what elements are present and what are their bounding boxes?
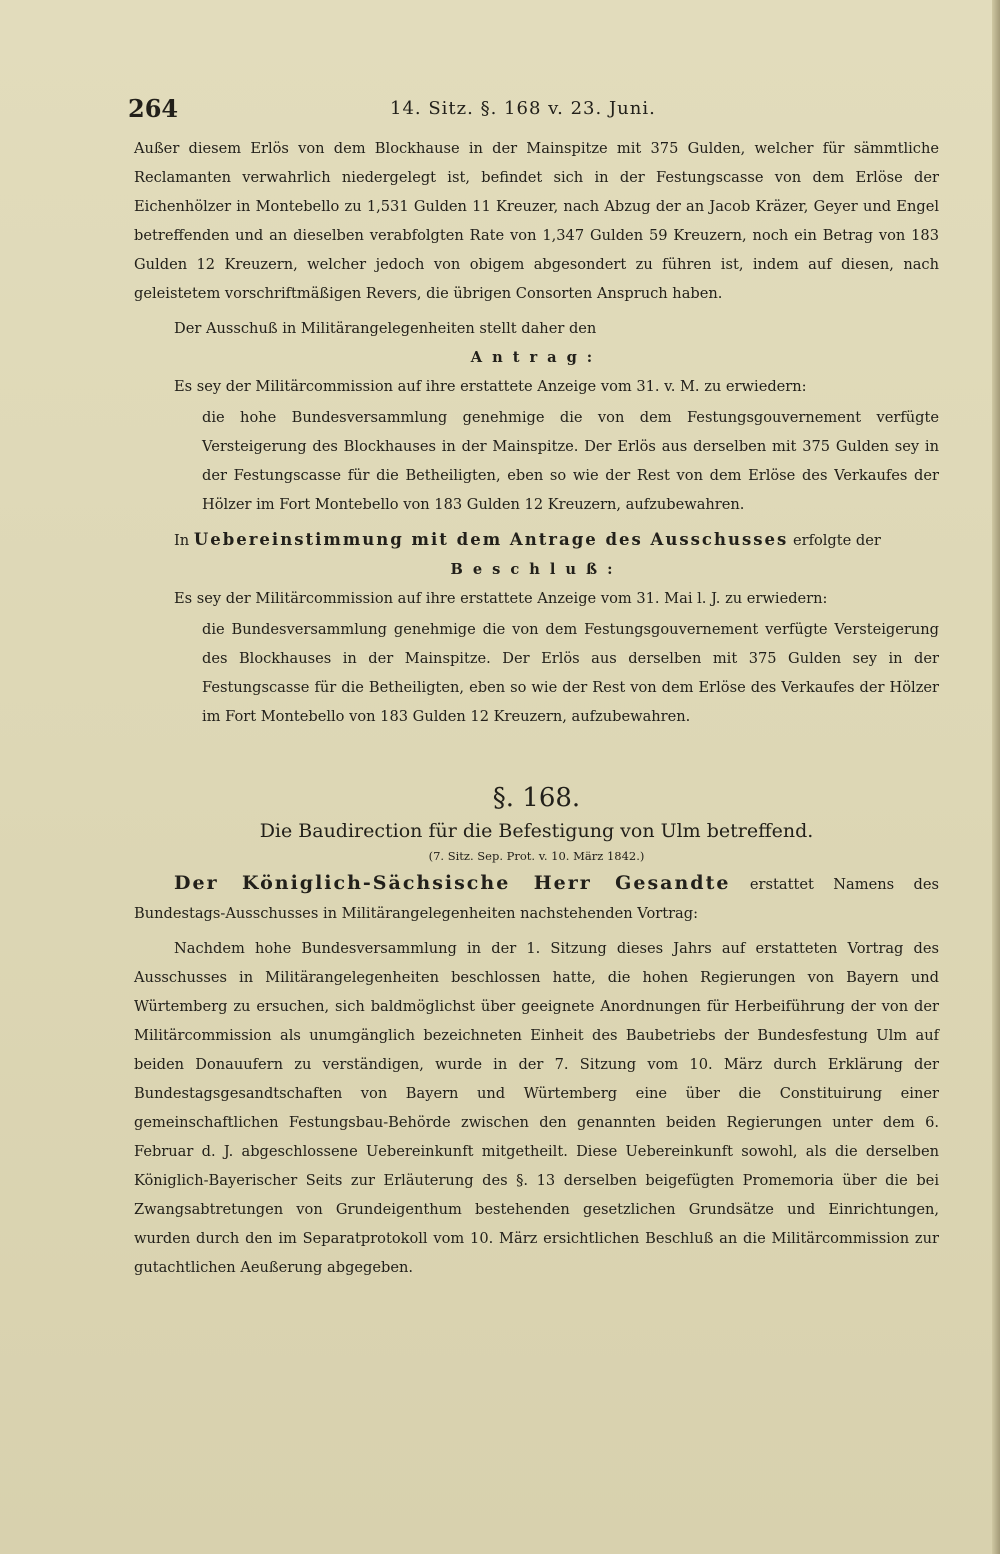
uebereinstimmung-emphasis: Uebereinstimmung mit dem Antrage des Ausschusses (193, 530, 789, 549)
paragraph-uebereinstimmung (134, 525, 939, 555)
uebereinstimmung-lead: In (174, 532, 190, 549)
page-header (128, 94, 938, 128)
running-head: 14. Sitz. §. 168 v. 23. Juni. (390, 98, 656, 119)
heading-antrag: Antrag: (470, 349, 603, 366)
speaker-tail: erstattet Namens des Bundestags-Ausschusses in Militärangelegenheiten nachstehenden Vortrag: (134, 876, 940, 922)
paragraph-beschluss-detail: die Bundesversammlung genehmige die von dem Festungsgouvernement verfügte Versteigerung des Blockhauses in der Mainspitze. Der Erlös aus derselben mit 375 Gulden sey in der Festungscasse für die Betheiligten, eben so wie der Rest von dem Erlöse des Verkaufes der Hölzer im Fort Montebello von 183 Gulden 12 Kreuzern, aufzubewahren. (202, 621, 939, 725)
paragraph-blockhaus-erloes: Außer diesem Erlös von dem Blockhause in der Mainspitze mit 375 Gulden, welcher für sämmtliche Reclamanten verwahrlich niedergelegt ist, befindet sich in der Festungscasse von dem Erlöse der Eichenhölzer in Montebello zu 1,531 Gulden 11 Kreuzer, nach Abzug der an Jacob Kräzer, Geyer und Engel betreffenden und an dieselben verabfolgten Rate von 1,347 Gulden 59 Kreuzern, noch ein Betrag von 183 Gulden 12 Kreuzern, welcher jedoch von obigem abgesondert zu führen ist, indem auf diesen, nach geleistetem vorschriftmäßigen Revers, die übrigen Consorten Anspruch haben. (134, 140, 939, 302)
heading-beschluss: Beschluß: (450, 561, 623, 578)
paragraph-ausschuss-antrag: Der Ausschuß in Militärangelegenheiten stellt daher den (174, 320, 597, 337)
section-number: §. 168. (492, 783, 581, 813)
paragraph-vortrag: Nachdem hohe Bundesversammlung in der 1. Sitzung dieses Jahrs auf erstatteten Vortrag des Ausschusses in Militärangelegenheiten beschlossen hatte, die hohen Regierungen von Bayern und Würtemberg zu ersuchen, sich baldmöglichst über geeignete Anordnungen für Herbeiführung der von der Militärcommission als unumgänglich bezeichneten Einheit des Baubetriebs der Bundesfestung Ulm auf beiden Donauufern zu verständigen, wurde in der 7. Sitzung vom 10. März durch Erklärung der Bundestagsgesandtschaften von Bayern und Würtemberg eine über die Constituirung einer gemeinschaftlichen Festungsbau-Behörde zwischen den genannten beiden Regierungen unter dem 6. Februar d. J. abgeschlossene Uebereinkunft mitgetheilt. Diese Uebereinkunft sowohl, als die derselben Königlich-Bayerischer Seits zur Erläuterung des §. 13 derselben beigefügten Promemoria über die bei Zwangsabtretungen von Grundeigenthum bestehenden gesetzlichen Grundsätze und Einrichtungen, wurden durch den im Separatprotokoll vom 10. März ersichtlichen Beschluß an die Militärcommission zur gutachtlichen Aeußerung abgegeben. (134, 940, 939, 1276)
paragraph-beschluss-text: Es sey der Militärcommission auf ihre erstattete Anzeige vom 31. Mai l. J. zu erwiedern: (174, 590, 828, 607)
paragraph-antrag-text: Es sey der Militärcommission auf ihre erstattete Anzeige vom 31. v. M. zu erwiedern: (174, 378, 807, 395)
page-body (134, 134, 939, 1282)
page-edge-shadow (992, 0, 1000, 1554)
section-title: Die Baudirection für die Befestigung von Ulm betreffend. (259, 820, 814, 842)
page-number: 264 (128, 94, 179, 123)
uebereinstimmung-tail: erfolgte der (792, 532, 881, 549)
speaker-name: Der Königlich-Sächsische Herr Gesandte (174, 872, 731, 894)
section-reference: (7. Sitz. Sep. Prot. v. 10. März 1842.) (428, 849, 645, 863)
paragraph-gesandter (134, 869, 939, 928)
paragraph-antrag-detail: die hohe Bundesversammlung genehmige die von dem Festungsgouvernement verfügte Versteigerung des Blockhauses in der Mainspitze. Der Erlös aus derselben mit 375 Gulden sey in der Festungscasse für die Betheiligten, eben so wie der Rest von dem Erlöse des Verkaufes der Hölzer im Fort Montebello von 183 Gulden 12 Kreuzern, aufzubewahren. (202, 409, 939, 513)
